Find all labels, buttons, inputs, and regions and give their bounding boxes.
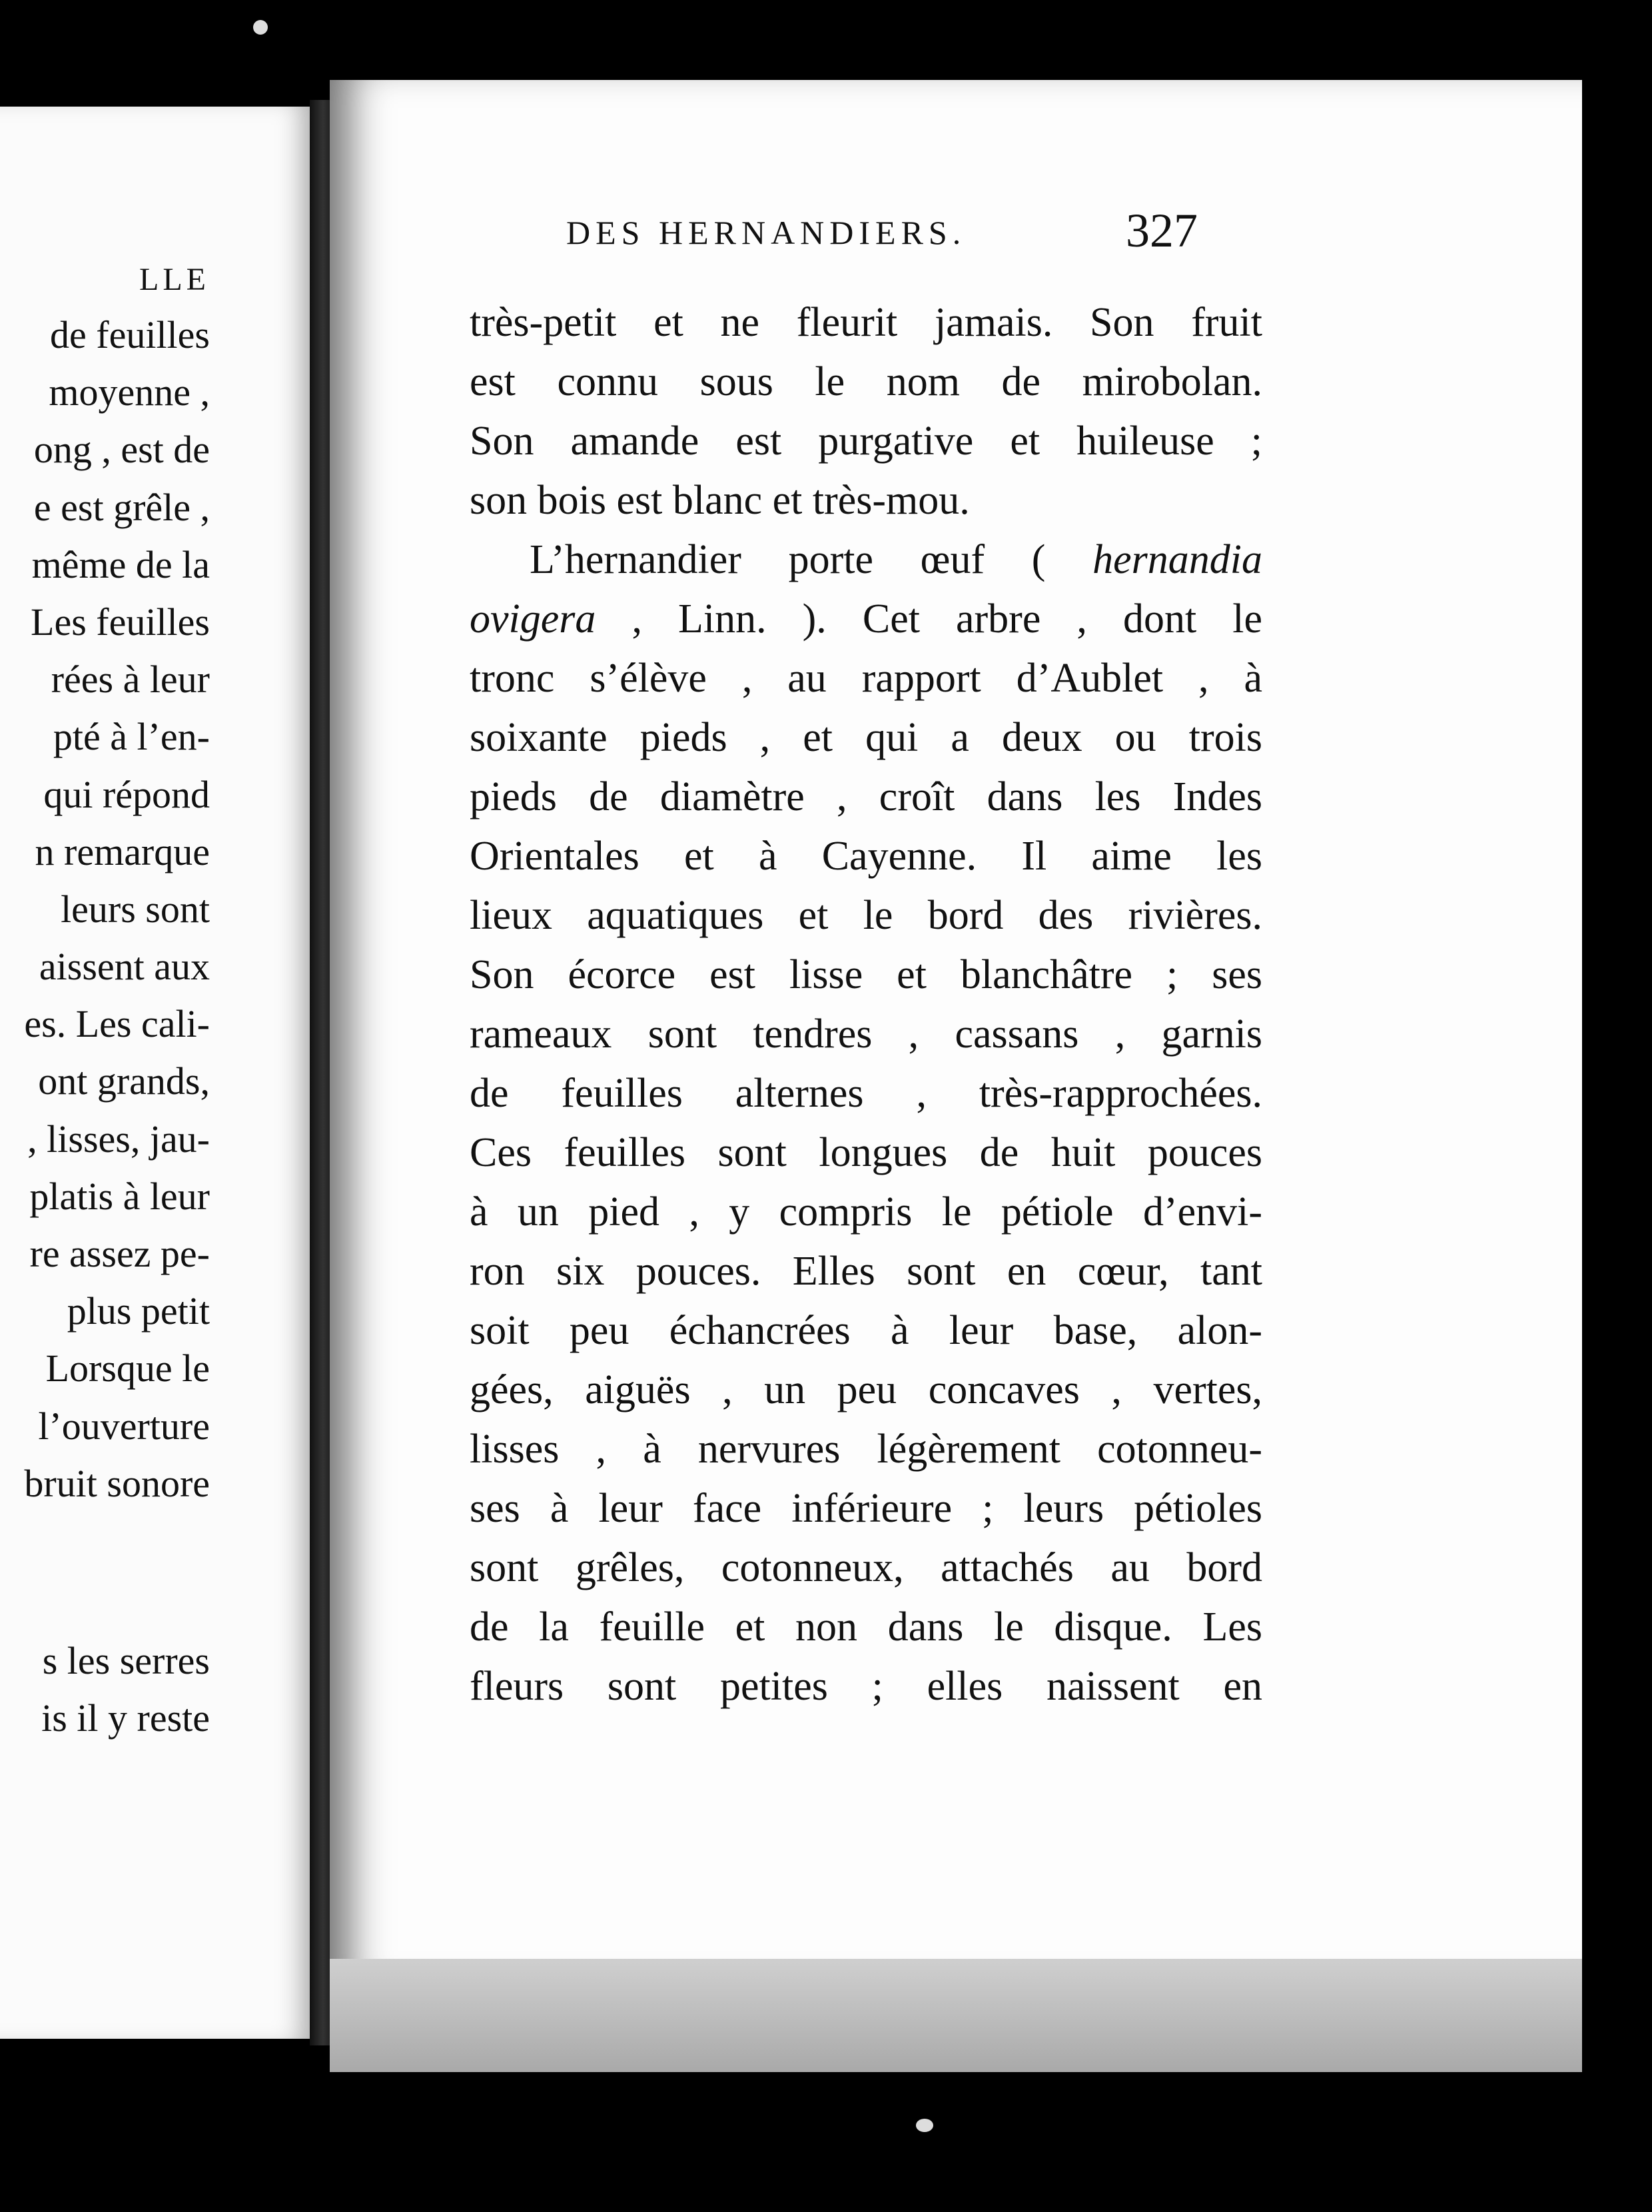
- scan-speck: [916, 2119, 933, 2132]
- body-text: [470, 293, 1262, 1716]
- text-line: de feuilles alternes , très-rapprochées.: [470, 1071, 1262, 1116]
- text-line: es. Les cali-: [24, 1002, 210, 1046]
- text-line: pté à l’en-: [53, 715, 210, 759]
- text-line: aissent aux: [39, 945, 210, 989]
- text-line: Les feuilles: [31, 600, 210, 644]
- text-line: [470, 590, 1262, 649]
- text-line-paragraph-start: [470, 530, 1262, 590]
- left-page-fragment: [0, 107, 310, 2039]
- text-line: de la feuille et non dans le disque. Les: [470, 1604, 1262, 1650]
- text-line: moyenne ,: [49, 370, 210, 414]
- right-page: [330, 80, 1582, 1979]
- text-line: Lorsque le: [45, 1347, 210, 1390]
- text-line: ont grands,: [38, 1059, 210, 1103]
- text-line: bruit sonore: [24, 1461, 210, 1505]
- text-span: L’hernandier porte œuf (: [530, 537, 1093, 582]
- text-line: soit peu échancrées à leur base, alon-: [470, 1308, 1262, 1353]
- text-line: ses à leur face inférieure ; leurs pétioles: [470, 1486, 1262, 1531]
- italic-species-name: hernandia: [1092, 537, 1262, 582]
- text-line: tronc s’élève , au rapport d’Aublet , à: [470, 656, 1262, 701]
- text-line: Son amande est purgative et huileuse ;: [470, 418, 1262, 464]
- text-line: rameaux sont tendres , cassans , garnis: [470, 1011, 1262, 1057]
- scan-speck: [253, 20, 268, 35]
- text-span: , Linn. ). Cet arbre , dont le: [596, 596, 1262, 642]
- text-line: e est grêle ,: [33, 485, 210, 529]
- text-line: Son écorce est lisse et blanchâtre ; ses: [470, 952, 1262, 997]
- text-line: gées, aiguës , un peu concaves , vertes,: [470, 1367, 1262, 1412]
- running-head: DES HERNANDIERS.: [566, 214, 967, 251]
- text-line: Ces feuilles sont longues de huit pouces: [470, 1130, 1262, 1175]
- left-running-head: LLE: [139, 262, 210, 297]
- text-line: plus petit: [67, 1289, 210, 1333]
- text-line: , lisses, jau-: [27, 1117, 210, 1161]
- text-line: re assez pe-: [29, 1232, 210, 1275]
- text-line: leurs sont: [61, 887, 210, 931]
- text-line: fleurs sont petites ; elles naissent en: [470, 1664, 1262, 1709]
- text-line: qui répond: [43, 772, 210, 816]
- text-line: pieds de diamètre , croît dans les Indes: [470, 774, 1262, 820]
- text-line: soixante pieds , et qui a deux ou trois: [470, 715, 1262, 760]
- page-bottom-edge: [330, 1959, 1582, 2072]
- italic-species-name: ovigera: [470, 596, 596, 642]
- text-line: l’ouverture: [38, 1404, 210, 1448]
- text-line: n remarque: [35, 830, 210, 873]
- text-line: est connu sous le nom de mirobolan.: [470, 359, 1262, 404]
- text-line: rées à leur: [51, 658, 210, 702]
- text-line: de feuilles: [50, 313, 210, 356]
- text-line: s les serres: [42, 1639, 210, 1682]
- left-text-lines: [24, 306, 210, 1512]
- text-line: Orientales et à Cayenne. Il aime les: [470, 833, 1262, 879]
- text-line: son bois est blanc et très-mou.: [470, 478, 970, 523]
- text-line: is il y reste: [41, 1696, 210, 1740]
- page-number: 327: [1126, 204, 1198, 257]
- text-line: même de la: [31, 542, 210, 586]
- text-line: lisses , à nervures légèrement cotonneu-: [470, 1426, 1262, 1472]
- text-line: lieux aquatiques et le bord des rivières.: [470, 893, 1262, 938]
- text-line: ong , est de: [33, 428, 210, 472]
- left-text-lines-lower: [41, 1632, 210, 1747]
- text-line: ron six pouces. Elles sont en cœur, tant: [470, 1249, 1262, 1294]
- text-line: très-petit et ne fleurit jamais. Son fruit: [470, 300, 1262, 345]
- text-line: platis à leur: [29, 1174, 210, 1218]
- text-line: à un pied , y compris le pétiole d’envi-: [470, 1189, 1262, 1235]
- text-line: sont grêles, cotonneux, attachés au bord: [470, 1545, 1262, 1590]
